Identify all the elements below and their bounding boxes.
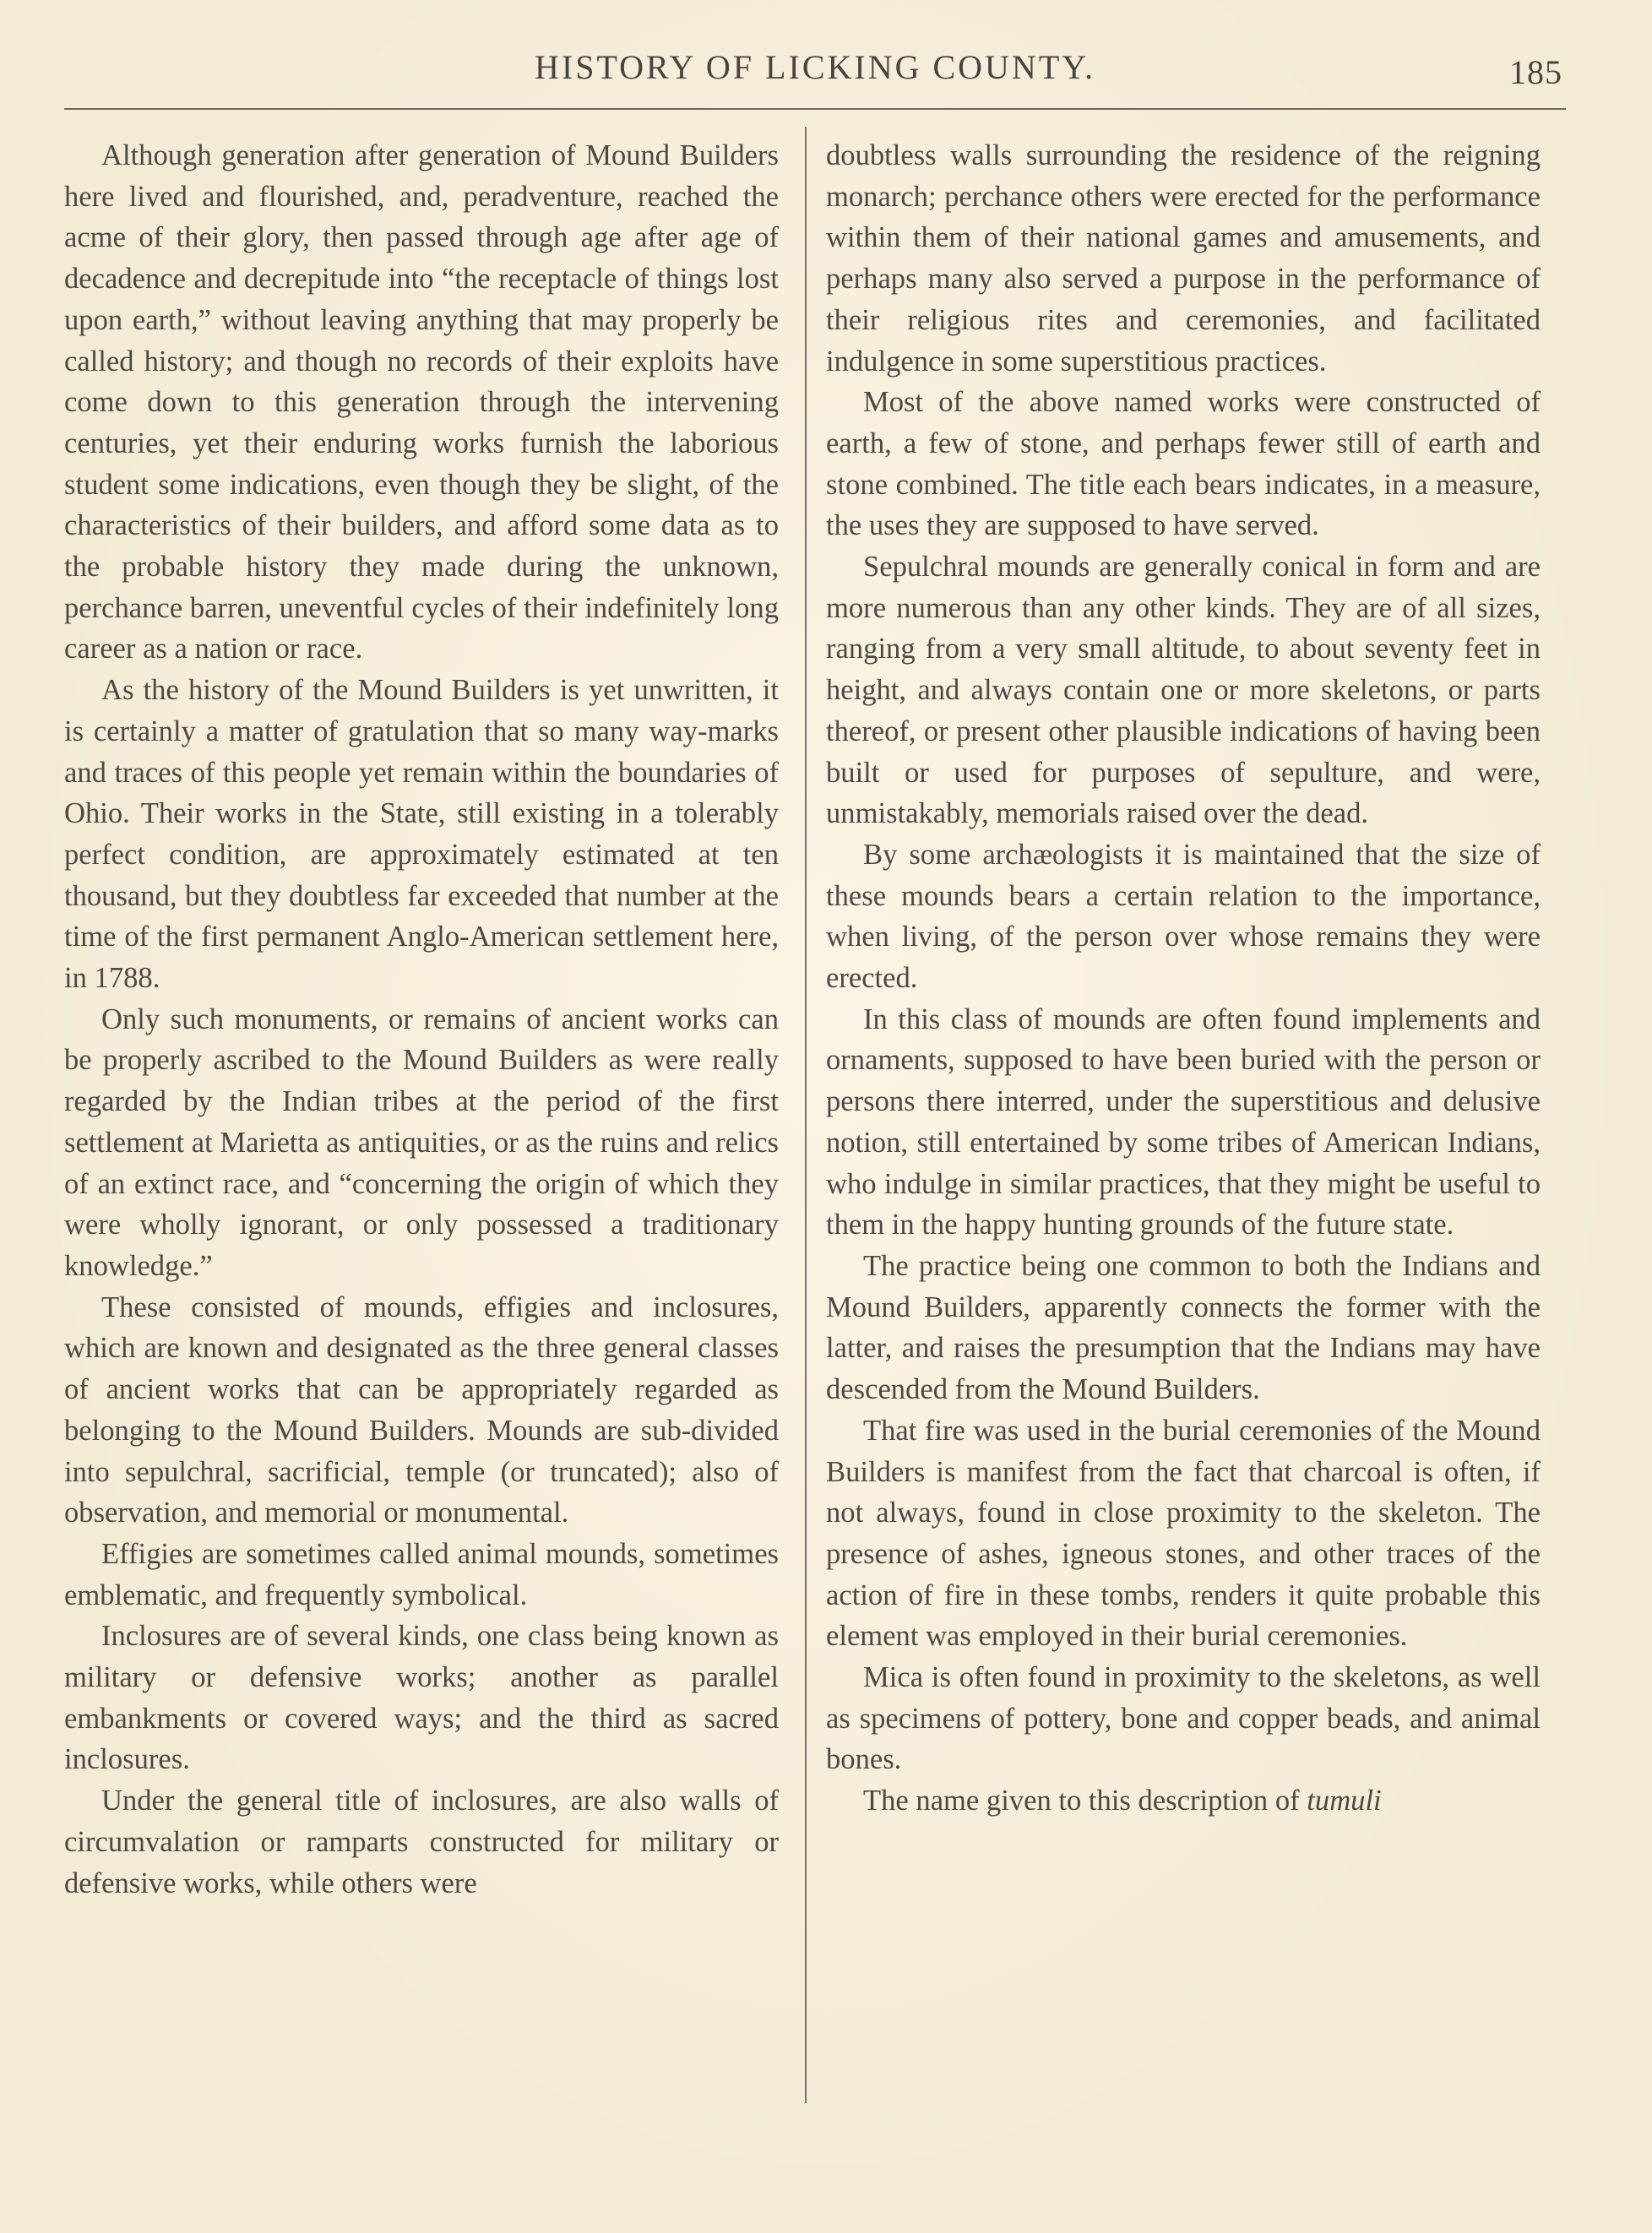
paragraph: Effigies are sometimes called animal mounds, sometimes emblematic, and frequently symbolical. — [64, 1537, 779, 1611]
running-title: HISTORY OF LICKING COUNTY. — [535, 48, 1095, 86]
paragraph: Mica is often found in proximity to the skeletons, as well as specimens of pottery, bone and copper beads, and animal bones. — [826, 1661, 1541, 1776]
paragraph: Inclosures are of several kinds, one class being known as military or defensive works; another as parallel embankments or covered ways; and the third as sacred inclosures. — [64, 1620, 779, 1776]
paragraph: In this class of mounds are often found implements and ornaments, supposed to have been buried with the person or persons there interred, under the superstitious and delusive notion, still entertained by some tribes of American Indians, who indulge in similar practices, that they might be useful to them in the happy hunting grounds of the future state. — [826, 1002, 1541, 1241]
paragraph: That fire was used in the burial ceremonies of the Mound Builders is manifest from the fact that charcoal is often, if not always, found in close proximity to the skeleton. The presence of ashes, igneous stones, and other traces of the action of fire in these tombs, renders it quite probable this element was employed in their burial ceremonies. — [826, 1414, 1541, 1653]
paragraph: Only such monuments, or remains of ancient works can be properly ascribed to the Mound Builders as were really regarded by the Indian tribes at the period of the first settlement at Marietta as antiquities, or as the ruins and relics of an extinct race, and “concerning the origin of which they were wholly ignorant, or only possessed a traditionary knowledge.” — [64, 1002, 779, 1282]
paragraph: doubtless walls surrounding the residence of the reigning monarch; perchance others were erected for the performance within them of their national games and amusements, and perhaps many also served a purpose in the performance of their religious rites and ceremonies, and facilitated indulgence in some superstitious practices. — [826, 139, 1541, 378]
paragraph: Although generation after generation of Mound Builders here lived and flourished, and, peradventure, reached the acme of their glory, then passed through age after age of decadence and decrepitude into “the receptacle of things lost upon earth,” without leaving anything that may properly be called history; and though no records of their exploits have come down to this generation through the intervening centuries, yet their enduring works furnish the laborious student some indications, even though they be slight, of the characteristics of their builders, and afford some data as to the probable history they made during the unknown, perchance barren, uneventful cycles of their indefinitely long career as a nation or race. — [64, 139, 779, 666]
page-number: 185 — [1509, 53, 1562, 91]
paragraph: By some archæologists it is maintained that the size of these mounds bears a certain relation to the importance, when living, of the person over whose remains they were erected. — [826, 838, 1541, 995]
paragraph: These consisted of mounds, effigies and inclosures, which are known and designated as the three general classes of ancient works that can be appropriately regarded as belonging to the Mound Builders. Mounds are sub-divided into sepulchral, sacrificial, temple (or truncated); also of observation, and memorial or monumental. — [64, 1290, 779, 1529]
paragraph: Under the general title of inclosures, are also walls of circumvalation or ramparts constructed for military or defensive works, while others were — [64, 1785, 779, 1899]
paragraph-last — [826, 1780, 1541, 1822]
column-divider — [805, 127, 807, 2103]
paragraph: The practice being one common to both the Indians and Mound Builders, apparently connects the former with the latter, and raises the presumption that the Indians may have descended from the Mound Builders. — [826, 1249, 1541, 1406]
left-column — [64, 135, 779, 1904]
italic-word: tumuli — [1307, 1785, 1382, 1817]
header-rule — [64, 108, 1566, 110]
paragraph: Most of the above named works were constructed of earth, a few of stone, and perhaps fewer still of earth and stone combined. The title each bears indicates, in a measure, the uses they are supposed to have served. — [826, 386, 1541, 542]
paragraph-text: The name given to this description of — [863, 1785, 1300, 1817]
paragraph: As the history of the Mound Builders is yet unwritten, it is certainly a matter of gratulation that so many way-marks and traces of this people yet remain within the boundaries of Ohio. Their works in the State, still existing in a tolerably perfect condition, are approximately estimated at ten thousand, but they doubtless far exceeded that number at the time of the first permanent Anglo-American settlement here, in 1788. — [64, 674, 779, 995]
running-head — [68, 47, 1562, 98]
right-column — [826, 135, 1541, 1822]
paragraph: Sepulchral mounds are generally conical in form and are more numerous than any other kinds. They are of all sizes, ranging from a very small altitude, to about seventy feet in height, and always contain one or more skeletons, or parts thereof, or present other plausible indications of having been built or used for purposes of sepulture, and were, unmistakably, memorials raised over the dead. — [826, 551, 1541, 830]
